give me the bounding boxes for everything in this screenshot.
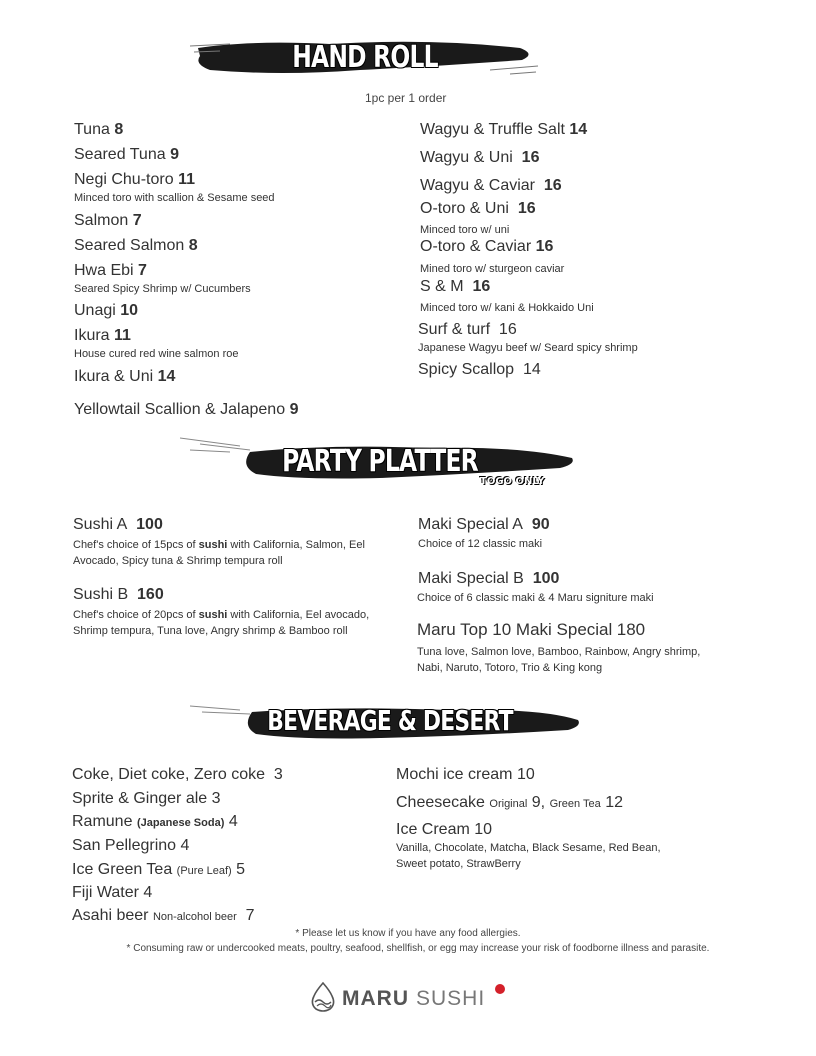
- allergy-note: * Please let us know if you have any food allergies.: [295, 928, 521, 939]
- menu-item: Tuna 8: [74, 121, 124, 138]
- menu-item: Sprite & Ginger ale 3: [72, 790, 221, 807]
- maru-sushi-logo: [308, 982, 518, 1016]
- menu-item: Wagyu & Truffle Salt 14: [420, 121, 588, 138]
- menu-item: Ice Green Tea (Pure Leaf) 5: [72, 861, 246, 878]
- item-description: Minced toro w/ uni: [420, 224, 510, 236]
- menu-item: Sushi B 160: [73, 586, 164, 603]
- hand-roll-title: HAND ROLL: [292, 40, 438, 75]
- menu-item: Ikura & Uni 14: [74, 368, 176, 385]
- item-description: Minced toro with scallion & Sesame seed: [74, 192, 275, 204]
- item-description: Japanese Wagyu beef w/ Seard spicy shrimp: [418, 342, 638, 354]
- item-description: House cured red wine salmon roe: [74, 348, 239, 360]
- hand-roll-subtitle: 1pc per 1 order: [365, 91, 447, 105]
- brand-word-sushi: SUSHI: [416, 987, 486, 1010]
- menu-item: Seared Salmon 8: [74, 237, 198, 254]
- menu-item: Surf & turf 16: [418, 321, 517, 338]
- menu-item: Maki Special A 90: [418, 516, 550, 533]
- menu-item: Salmon 7: [74, 212, 142, 229]
- menu-item: Sushi A 100: [73, 516, 163, 533]
- menu-item: O-toro & Caviar 16: [420, 238, 554, 255]
- menu-item: Maru Top 10 Maki Special 180: [417, 620, 646, 639]
- menu-item: S & M 16: [420, 278, 491, 295]
- beverage-title: BEVERAGE & DESERT: [267, 704, 513, 737]
- brand-word-maru: MARU: [342, 987, 409, 1010]
- raw-food-warning: * Consuming raw or undercooked meats, poultry, seafood, shellfish, or egg may increase your risk of foodborne illness and parasite.: [126, 943, 710, 954]
- item-description: Vanilla, Chocolate, Matcha, Black Sesame, Red Bean, Sweet potato, StrawBerry: [396, 842, 661, 870]
- beverage-banner: [190, 698, 590, 750]
- party-platter-banner: [180, 430, 580, 494]
- menu-item: Negi Chu-toro 11: [74, 171, 195, 188]
- item-description: Tuna love, Salmon love, Bamboo, Rainbow, Angry shrimp, Nabi, Naruto, Totoro, Trio & King kong: [417, 646, 701, 674]
- menu-item: Seared Tuna 9: [74, 146, 179, 163]
- item-description: Seared Spicy Shrimp w/ Cucumbers: [74, 283, 251, 295]
- item-description: Mined toro w/ sturgeon caviar: [420, 263, 565, 275]
- menu-item: San Pellegrino 4: [72, 837, 190, 854]
- item-description: Choice of 6 classic maki & 4 Maru signiture maki: [417, 592, 654, 604]
- item-description: Choice of 12 classic maki: [418, 538, 543, 550]
- menu-item: Coke, Diet coke, Zero coke 3: [72, 766, 283, 783]
- menu-item: Cheesecake Original 9, Green Tea 12: [396, 794, 623, 811]
- menu-item: Unagi 10: [74, 302, 139, 319]
- menu-item: O-toro & Uni 16: [420, 200, 536, 217]
- menu-item: Fiji Water 4: [72, 884, 153, 901]
- togo-only-tag: TOGO ONLY: [480, 476, 545, 487]
- brand-accent-stamp: [495, 984, 505, 994]
- party-platter-title: PARTY PLATTER: [282, 444, 478, 479]
- menu-item: Mochi ice cream 10: [396, 766, 535, 783]
- menu-item: Ramune (Japanese Soda) 4: [72, 813, 238, 830]
- menu-item: Asahi beer Non-alcohol beer 7: [72, 907, 255, 924]
- menu-item: Ice Cream 10: [396, 821, 493, 838]
- item-description: Minced toro w/ kani & Hokkaido Uni: [420, 302, 594, 314]
- hand-roll-banner: [190, 30, 540, 86]
- menu-item: Wagyu & Uni 16: [420, 149, 540, 166]
- item-description: Chef's choice of 15pcs of sushi with California, Salmon, Eel Avocado, Spicy tuna & Shrimp tempura roll: [73, 539, 365, 567]
- menu-item: Hwa Ebi 7: [74, 262, 147, 279]
- menu-item: Yellowtail Scallion & Jalapeno 9: [74, 401, 299, 418]
- menu-item: Wagyu & Caviar 16: [420, 177, 562, 194]
- wave-logo-icon: [308, 982, 338, 1012]
- menu-item: Ikura 11: [74, 327, 131, 344]
- menu-item: Maki Special B 100: [418, 570, 560, 587]
- menu-item: Spicy Scallop 14: [418, 361, 541, 378]
- item-description: Chef's choice of 20pcs of sushi with California, Eel avocado, Shrimp tempura, Tuna love, Angry shrimp & Bamboo roll: [73, 609, 370, 637]
